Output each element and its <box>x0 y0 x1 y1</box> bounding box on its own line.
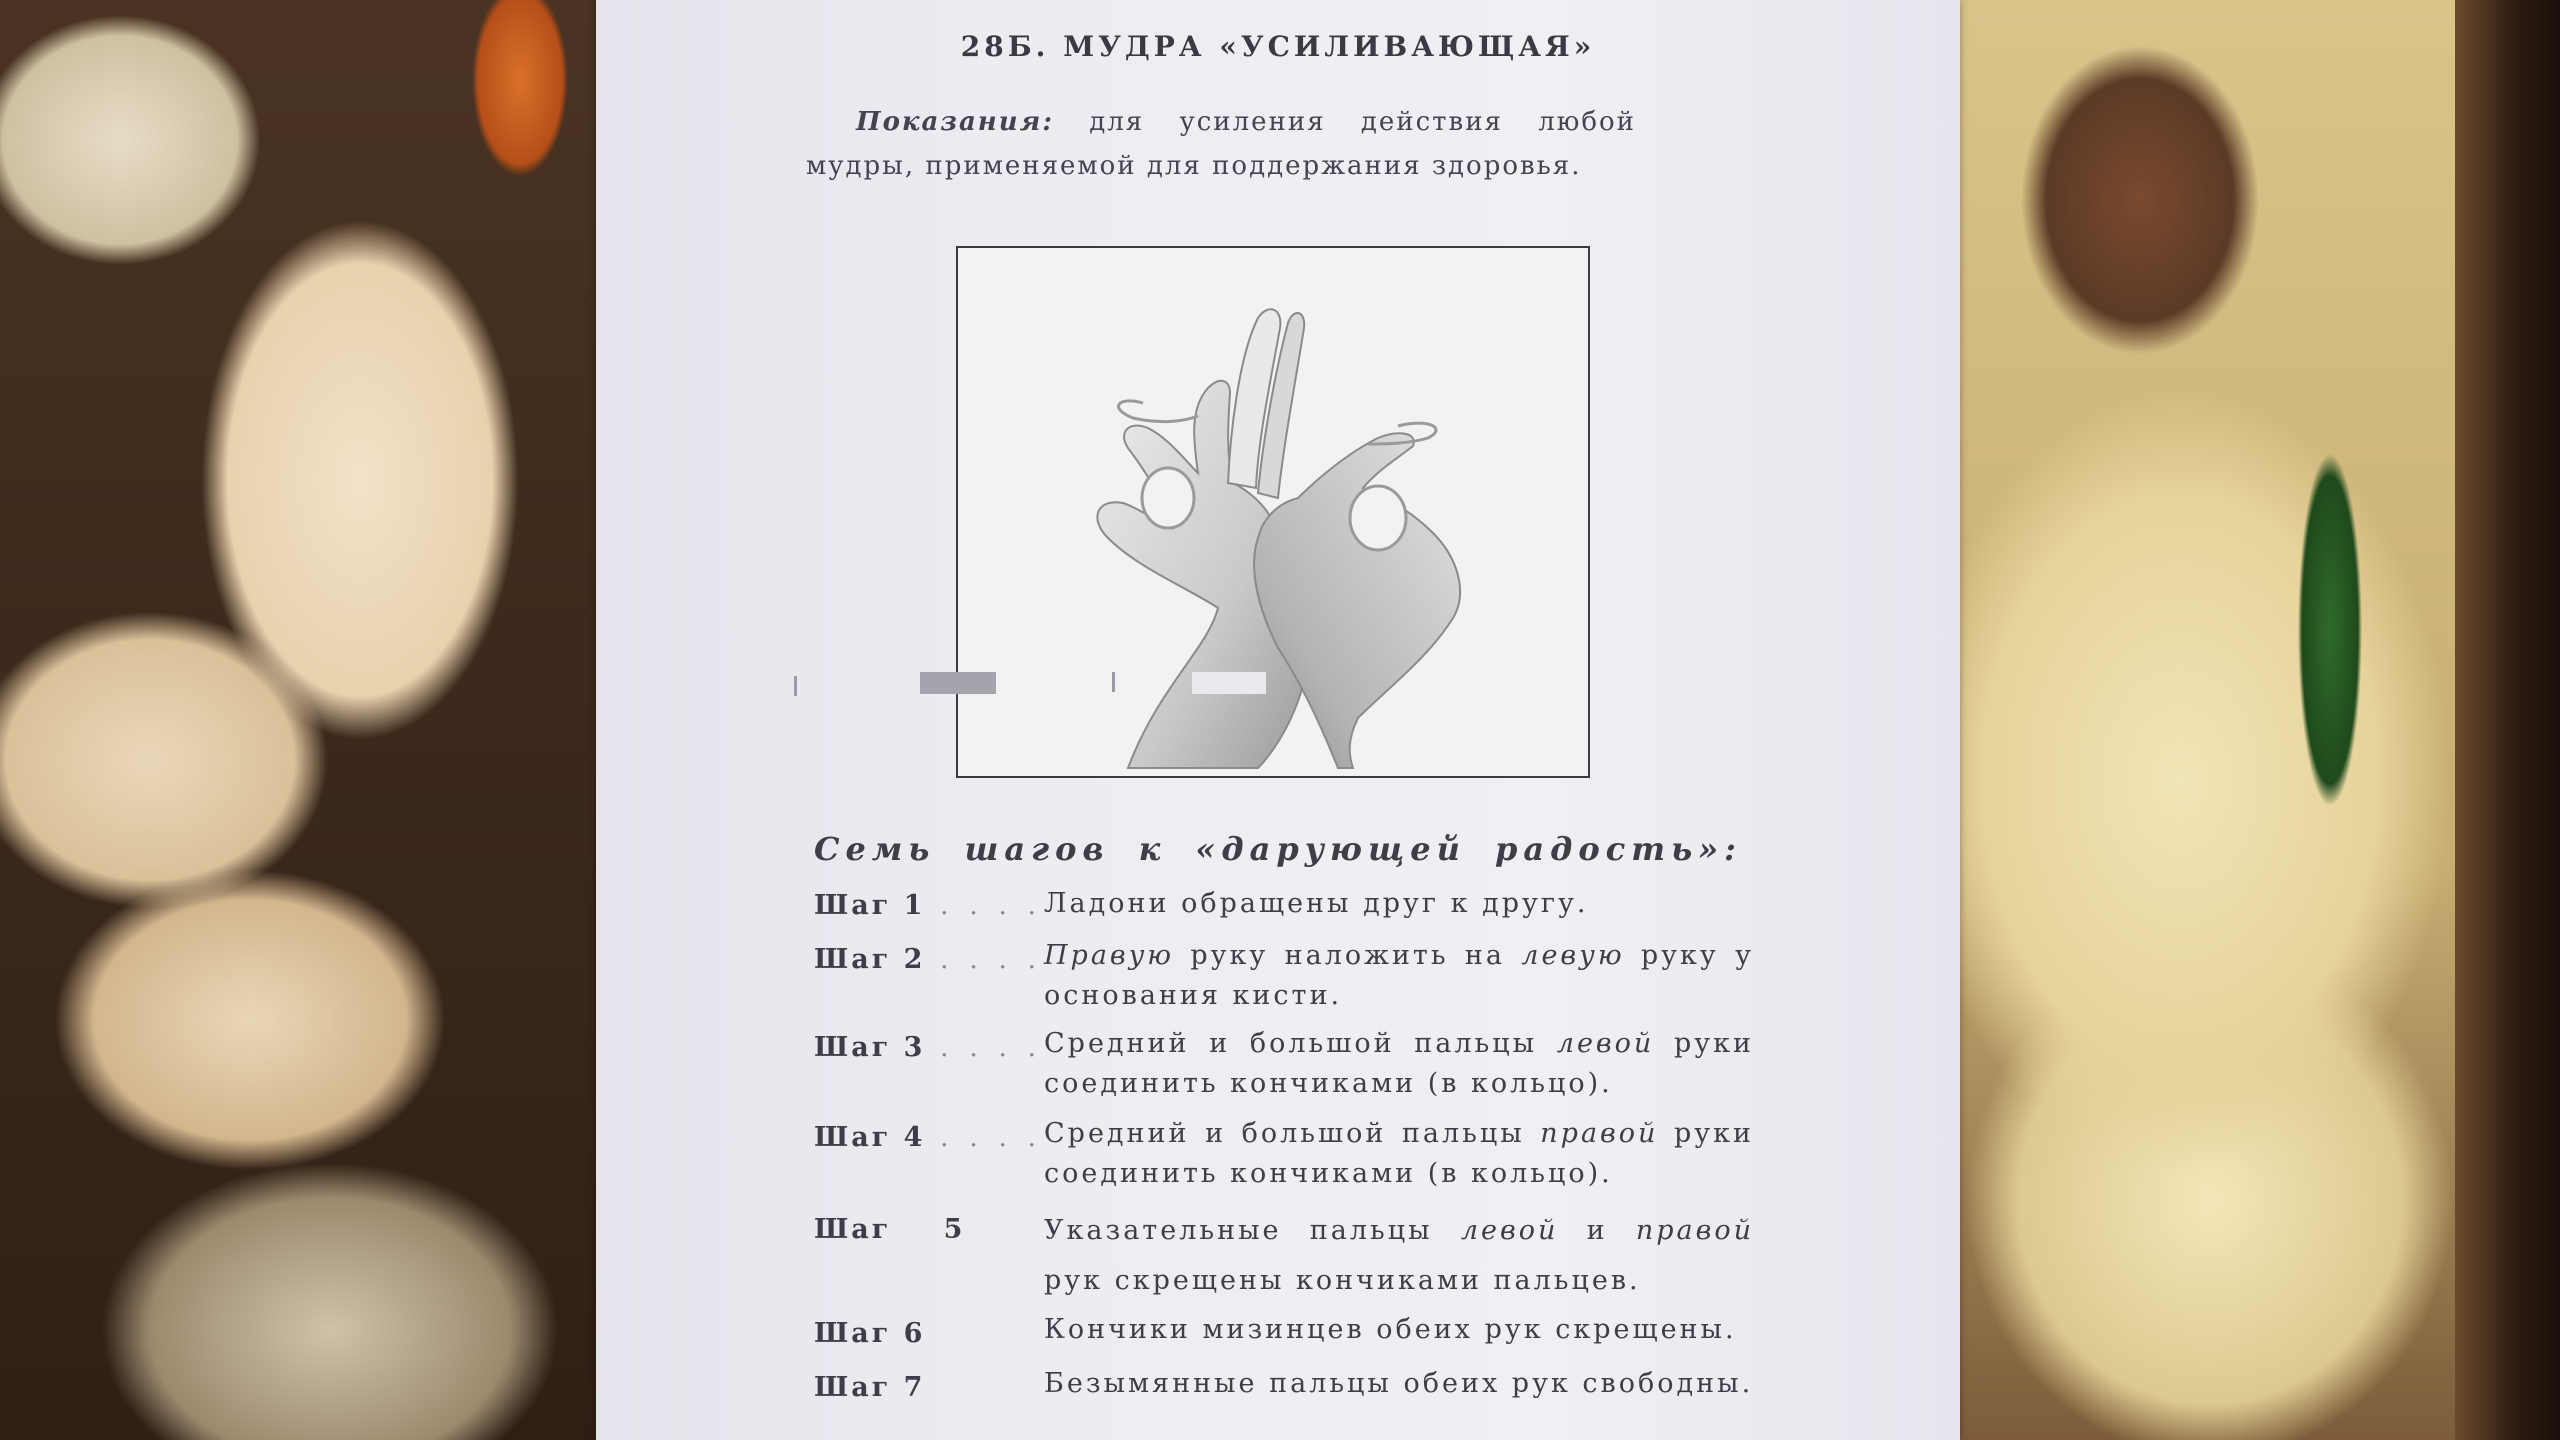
hands-mudra-image <box>958 248 1588 776</box>
step-6-text: Кончики мизинцев обеих рук скрещены. <box>1044 1314 1737 1345</box>
indication-paragraph <box>806 100 1636 188</box>
document-page <box>596 0 1960 1440</box>
step-2-label: Шаг 2 . . . . <box>814 944 1043 975</box>
mudra-illustration-frame <box>956 246 1590 778</box>
step-5-label: Шаг 5 <box>814 1214 966 1245</box>
step-2-text: Правую руку наложить на левую руку у основания кисти. <box>1044 940 1755 1011</box>
page-title: 28Б. МУДРА «УСИЛИВАЮЩАЯ» <box>960 30 1596 63</box>
step-3-label: Шаг 3 . . . . <box>814 1032 1043 1063</box>
steps-heading: Семь шагов к «дарующей радость»: <box>814 830 1742 868</box>
step-7-label: Шаг 7 <box>814 1372 926 1403</box>
indication-label: Показания: <box>856 107 1054 137</box>
step-1-text: Ладони обращены друг к другу. <box>1044 888 1589 919</box>
scan-artifact-bar <box>1192 672 1266 694</box>
background-photo-left <box>0 0 600 1440</box>
step-4-text: Средний и большой пальцы правой руки соединить кончиками (в кольцо). <box>1044 1118 1755 1189</box>
scan-artifact-bar <box>794 676 797 696</box>
step-4-label: Шаг 4 . . . . <box>814 1122 1043 1153</box>
background-shadow-right <box>2455 0 2560 1440</box>
step-3-text: Средний и большой пальцы левой руки соединить кончиками (в кольцо). <box>1044 1028 1754 1099</box>
step-6-label: Шаг 6 <box>814 1318 926 1349</box>
step-5-text: Указательные пальцы левой и правой рук скрещены кончиками пальцев. <box>1044 1215 1754 1296</box>
scan-artifact-bar <box>920 672 996 694</box>
step-1-label: Шаг 1 . . . . <box>814 890 1043 921</box>
indication-text: для усиления действия любой мудры, применяемой для поддержания здоровья. <box>806 107 1636 181</box>
step-7-text: Безымянные пальцы обеих рук свободны. <box>1044 1368 1754 1399</box>
scan-artifact-bar <box>1112 672 1115 692</box>
